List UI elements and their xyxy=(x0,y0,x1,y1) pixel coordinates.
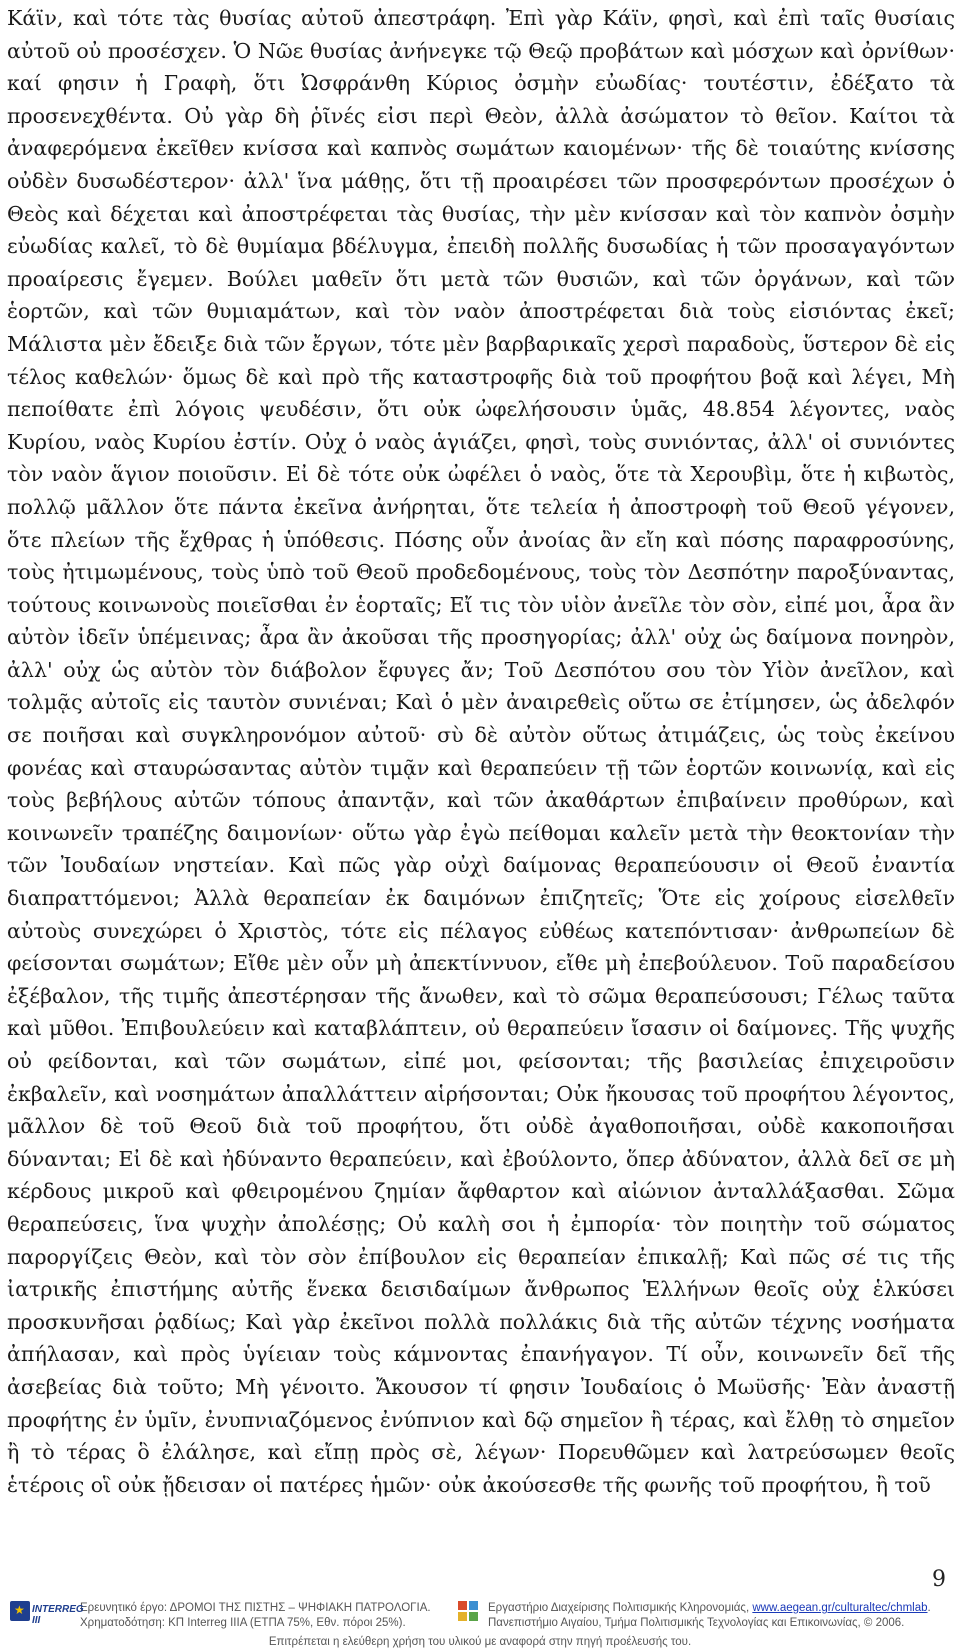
footer-funding-line: Χρηματοδότηση: ΚΠ Interreg IIIA (ΕΤΠΑ 75%, Εθν. πόροι 25%). xyxy=(80,1617,406,1629)
page-number: 9 xyxy=(932,1567,946,1592)
footer xyxy=(0,1597,960,1651)
interreg-logo xyxy=(10,1601,84,1629)
footer-lab-name: Εργαστήριο Διαχείρισης Πολιτισμικής Κληρονομιάς, xyxy=(488,1602,753,1614)
eu-flag-icon xyxy=(10,1601,30,1621)
footer-lab-link[interactable]: www.aegean.gr/culturaltec/chmlab xyxy=(752,1602,928,1614)
footer-project-line: Ερευνητικό έργο: ΔΡΟΜΟΙ ΤΗΣ ΠΙΣΤΗΣ – ΨΗΦΙΑΚΗ ΠΑΤΡΟΛΟΓΙΑ. xyxy=(80,1602,431,1614)
footer-lab-line-end: . xyxy=(927,1602,931,1614)
footer-lab-line xyxy=(488,1601,931,1616)
footer-license: Επιτρέπεται η ελεύθερη χρήση του υλικού με αναφορά στην πηγή προέλευσής του. xyxy=(268,1636,692,1648)
body-text: Κάϊν, καὶ τότε τὰς θυσίας αὐτοῦ ἀπεστράφη. Ἐπὶ γὰρ Κάϊν, φησὶ, καὶ ἐπὶ ταῖς θυσίαις αὐτοῦ οὐ προσέσχεν. Ὁ Νῶε θυσίας ἀνήνεγκε τῷ Θεῷ προβάτων καὶ μόσχων καὶ ὀρνίθων· καί φησιν ἡ Γραφὴ, ὅτι Ὠσφράνθη Κύριος ὀσμὴν εὐωδίας· τουτέστιν, ἐδέξατο τὰ προσενεχθέντα. Οὐ γὰρ δὴ ῥῖνές εἰσι περὶ Θεὸν, ἀλλὰ ἀσώματον τὸ θεῖον. Καίτοι τὰ ἀναφερόμενα ἐκεῖθεν κνίσσα καὶ καπνὸς σωμάτων καιομένων· τῆς δὲ τοιαύτης κνίσσης οὐδὲν δυσωδέστερον· ἀλλ' ἵνα μάθῃς, ὅτι τῇ προαιρέσει τῶν προσφερόντων προσέχων ὁ Θεὸς καὶ δέχεται καὶ ἀποστρέφεται τὰς θυσίας, τὴν μὲν κνίσσαν καὶ τὸν καπνὸν ὀσμὴν εὐωδίας καλεῖ, τὸ δὲ θυμίαμα βδέλυγμα, ἐπειδὴ πολλῆς δυσωδίας ἡ τῶν προσαγαγόντων προαίρεσις ἔγεμεν. Βούλει μαθεῖν ὅτι μετὰ τῶν θυσιῶν, καὶ τῶν ὀργάνων, καὶ τῶν ἑορτῶν, καὶ τῶν θυμιαμάτων, καὶ τὸν ναὸν ἀποστρέφεται διὰ τοὺς εἰσιόντας ἐκεῖ; Μάλιστα μὲν ἔδειξε διὰ τῶν ἔργων, τότε μὲν βαρβαρικαῖς χερσὶ παραδοὺς, ὕστερον δὲ εἰς τέλος καθελών· ὅμως δὲ καὶ πρὸ τῆς καταστροφῆς διὰ τοῦ προφήτου βοᾷ καὶ λέγει, Μὴ πεποίθατε ἐπὶ λόγοις ψευδέσιν, ὅτι οὐκ ὠφελήσουσιν ὑμᾶς, 48.854 λέγοντες, ναὸς Κυρίου, ναὸς Κυρίου ἐστίν. Οὐχ ὁ ναὸς ἁγιάζει, φησὶ, τοὺς συνιόντας, ἀλλ' οἱ συνιόντες τὸν ναὸν ἅγιον ποιοῦσιν. Εἰ δὲ τότε οὐκ ὠφέλει ὁ ναὸς, ὅτε τὰ Χερουβὶμ, ὅτε ἡ κιβωτὸς, πολλῷ μᾶλλον ὅτε πάντα ἐκεῖνα ἀνήρηται, ὅτε τελεία ἡ ἀποστροφὴ τοῦ Θεοῦ γέγονεν, ὅτε πλείων τῆς ἔχθρας ἡ ὑπόθεσις. Πόσης οὖν ἀνοίας ἂν εἴη καὶ πόσης παραφροσύνης, τοὺς ἠτιμωμένους, τοὺς ὑπὸ τοῦ Θεοῦ προδεδομένους, τοὺς τὸν Δεσπότην παροξύναντας, τούτους κοινωνοὺς ποιεῖσθαι ἐν ἑορταῖς; Εἴ τις τὸν υἱὸν ἀνεῖλε τὸν σὸν, εἰπέ μοι, ἆρα ἂν αὐτὸν ἰδεῖν ὑπέμεινας; ἆρα ἂν ἀκοῦσαι τῆς προσηγορίας; ἀλλ' οὐχ ὡς δαίμονα πονηρὸν, ἀλλ' οὐχ ὡς αὐτὸν τὸν διάβολον ἔφυγες ἄν; Τοῦ Δεσπότου σου τὸν Υἱὸν ἀνεῖλον, καὶ τολμᾷς αὐτοῖς εἰς ταυτὸν συνιέναι; Καὶ ὁ μὲν ἀναιρεθεὶς οὕτω σε ἐτίμησεν, ὡς ἀδελφόν σε ποιῆσαι καὶ συγκληρονόμον αὐτοῦ· σὺ δὲ αὐτὸν οὕτως ἀτιμάζεις, ὡς τοὺς ἐκείνου φονέας καὶ σταυρώσαντας αὐτὸν τιμᾷν καὶ θεραπεύειν τῇ τῶν ἑορτῶν κοινωνίᾳ, καὶ εἰς τοὺς βεβήλους αὐτῶν τόπους ἀπαντᾷν, καὶ τῶν ἀκαθάρτων ἐπιβαίνειν προθύρων, καὶ κοινωνεῖν τραπέζης δαιμονίων· οὕτω γὰρ ἐγὼ πείθομαι καλεῖν μετὰ τὴν θεοκτονίαν τὴν τῶν Ἰουδαίων νηστείαν. Καὶ πῶς γὰρ οὐχὶ δαίμονας θεραπεύουσιν οἱ Θεοῦ ἐναντία διαπραττόμενοι; Ἀλλὰ θεραπείαν ἐκ δαιμόνων ἐπιζητεῖς; Ὅτε εἰς χοίρους εἰσελθεῖν αὐτοὺς συνεχώρει ὁ Χριστὸς, τότε εἰς πέλαγος εὐθέως κατεπόντισαν· ἀνθρωπείων δὲ φείσονται σωμάτων; Εἴθε μὲν οὖν μὴ ἀπεκτίννυον, εἴθε μὴ ἐπεβούλευον. Τοῦ παραδείσου ἐξέβαλον, τῆς τιμῆς ἀπεστέρησαν τῆς ἄνωθεν, καὶ τὸ σῶμα θεραπεύσουσι; Γέλως ταῦτα καὶ μῦθοι. Ἐπιβουλεύειν καὶ καταβλάπτειν, οὐ θεραπεύειν ἴσασιν οἱ δαίμονες. Τῆς ψυχῆς οὐ φείδονται, καὶ τῶν σωμάτων, εἰπέ μοι, φείσονται; τῆς βασιλείας ἐπιχειροῦσιν ἐκβαλεῖν, καὶ νοσημάτων ἀπαλλάττειν αἱρήσονται; Οὐκ ἤκουσας τοῦ προφήτου λέγοντος, μᾶλλον δὲ τοῦ Θεοῦ διὰ τοῦ προφήτου, ὅτι οὐδὲ ἀγαθοποιῆσαι, οὐδὲ κακοποιῆσαι δύνανται; Εἰ δὲ καὶ ἠδύναντο θεραπεύειν, καὶ ἐβούλοντο, ὅπερ ἀδύνατον, ἀλλὰ δεῖ σε μὴ κέρδους μικροῦ καὶ φθειρομένου ζημίαν ἄφθαρτον καὶ αἰώνιον ἀνταλλάξασθαι. Σῶμα θεραπεύσεις, ἵνα ψυχὴν ἀπολέσῃς; Οὐ καλὴ σοι ἡ ἐμπορία· τὸν ποιητὴν τοῦ σώματος παροργίζεις Θεὸν, καὶ τὸν σὸν ἐπίβουλον εἰς θεραπείαν ἐπικαλῇ; Καὶ πῶς σέ τις τῆς ἰατρικῆς ἐπιστήμης αὐτῆς ἕνεκα δεισιδαίμων ἄνθρωπος Ἑλλήνων θεοῖς οὐχ ἑλκύσει προσκυνῆσαι ῥᾳδίως; Καὶ γὰρ ἐκεῖνοι πολλὰ πολλάκις διὰ τῆς αὐτῶν τέχνης νοσήματα ἀπήλασαν, καὶ πρὸς ὑγίειαν τοὺς κάμνοντας ἐπανήγαγον. Τί οὖν, κοινωνεῖν δεῖ τῆς ἀσεβείας διὰ τοῦτο; Μὴ γένοιτο. Ἄκουσον τί φησιν Ἰουδαίοις ὁ Μωϋσῆς· Ἐὰν ἀναστῇ προφήτης ἐν ὑμῖν, ἐνυπνιαζόμενος ἐνύπνιον καὶ δῷ σημεῖον ἢ τέρας, καὶ ἔλθῃ τὸ σημεῖον ἢ τὸ τέρας ὃ ἐλάλησε, καὶ εἴπῃ πρὸς σὲ, λέγων· Πορευθῶμεν καὶ λατρεύσωμεν θεοῖς ἑτέροις οἳ οὐκ ᾔδεισαν οἱ πατέρες ἡμῶν· οὐκ ἀκούσεσθε τῆς φωνῆς τοῦ προφήτου, ἢ τοῦ xyxy=(7,6,955,1497)
interreg-logo-text: INTERREG III xyxy=(32,1604,84,1626)
footer-right xyxy=(458,1601,931,1631)
footer-university-line: Πανεπιστήμιο Αιγαίου, Τμήμα Πολιτισμικής Τεχνολογίας και Επικοινωνίας, © 2006. xyxy=(488,1617,905,1629)
footer-project-info xyxy=(80,1601,431,1631)
footer-lab-info xyxy=(488,1601,931,1631)
footer-left xyxy=(10,1601,431,1631)
lab-logo-icon xyxy=(458,1601,480,1623)
